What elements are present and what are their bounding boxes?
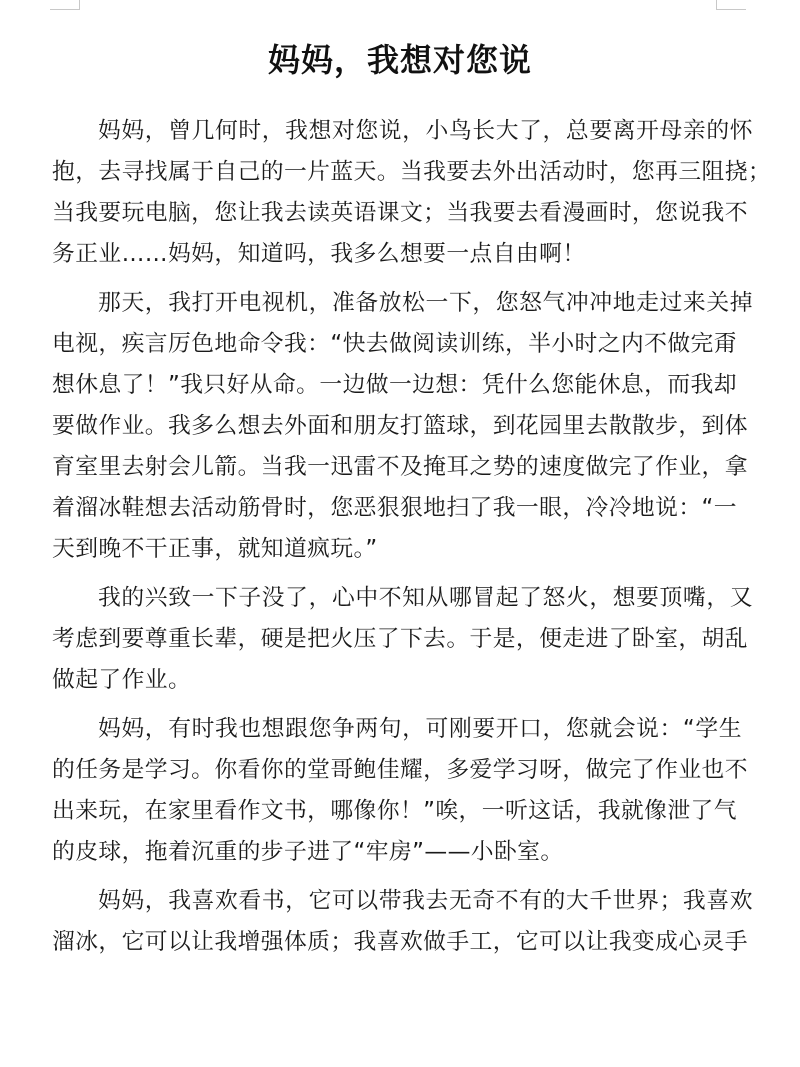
paragraph-3-line-1: 我的兴致一下子没了，心中不知从哪冒起了怒火，想要顶嘴，又 [98, 585, 754, 611]
paragraph-2-line-1: 那天，我打开电视机，准备放松一下，您怒气冲冲地走过来关掉 [98, 290, 754, 316]
paragraph-2-line-7: 天到晚不干正事，就知道疯玩。” [52, 536, 378, 562]
paragraph-2-line-2: 电视，疾言厉色地命令我：“快去做阅读训练，半小时之内不做完甭 [52, 331, 737, 357]
paragraph-1-line-4: 务正业……妈妈，知道吗，我多么想要一点自由啊！ [52, 241, 586, 267]
paragraph-4-line-4: 的皮球，拖着沉重的步子进了“牢房”——小卧室。 [52, 839, 564, 865]
paragraph-3-line-3: 做起了作业。 [52, 667, 192, 693]
paragraph-2-line-3: 想休息了！”我只好从命。一边做一边想：凭什么您能休息，而我却 [52, 372, 737, 398]
paragraph-5-line-2: 溜冰，它可以让我增强体质；我喜欢做手工，它可以让我变成心灵手 [52, 929, 748, 955]
paragraph-2-line-5: 育室里去射会儿箭。当我一迅雷不及掩耳之势的速度做完了作业，拿 [52, 454, 748, 480]
paragraph-1-line-3: 当我要玩电脑，您让我去读英语课文；当我要去看漫画时，您说我不 [52, 200, 748, 226]
paragraph-2-line-6: 着溜冰鞋想去活动筋骨时，您恶狠狠地扫了我一眼，冷冷地说：“一 [52, 495, 737, 521]
paragraph-4-line-1: 妈妈，有时我也想跟您争两句，可刚要开口，您就会说：“学生 [98, 716, 743, 742]
crop-mark-top-left [50, 0, 80, 10]
paragraph-1-line-2: 抱，去寻找属于自己的一片蓝天。当我要去外出活动时，您再三阻挠； [52, 159, 772, 185]
paragraph-1-line-1: 妈妈，曾几何时，我想对您说，小鸟长大了，总要离开母亲的怀 [98, 118, 754, 144]
paragraph-3-line-2: 考虑到要尊重长辈，硬是把火压了下去。于是，便走进了卧室，胡乱 [52, 626, 748, 652]
document-title: 妈妈，我想对您说 [267, 41, 532, 80]
paragraph-4-line-3: 出来玩，在家里看作文书，哪像你！”唉，一听这话，我就像泄了气 [52, 798, 737, 824]
paragraph-2-line-4: 要做作业。我多么想去外面和朋友打篮球，到花园里去散散步，到体 [52, 413, 748, 439]
paragraph-5-line-1: 妈妈，我喜欢看书，它可以带我去无奇不有的大千世界；我喜欢 [98, 888, 754, 914]
paragraph-4-line-2: 的任务是学习。你看你的堂哥鲍佳耀，多爱学习呀，做完了作业也不 [52, 757, 748, 783]
crop-mark-top-right [716, 0, 746, 10]
